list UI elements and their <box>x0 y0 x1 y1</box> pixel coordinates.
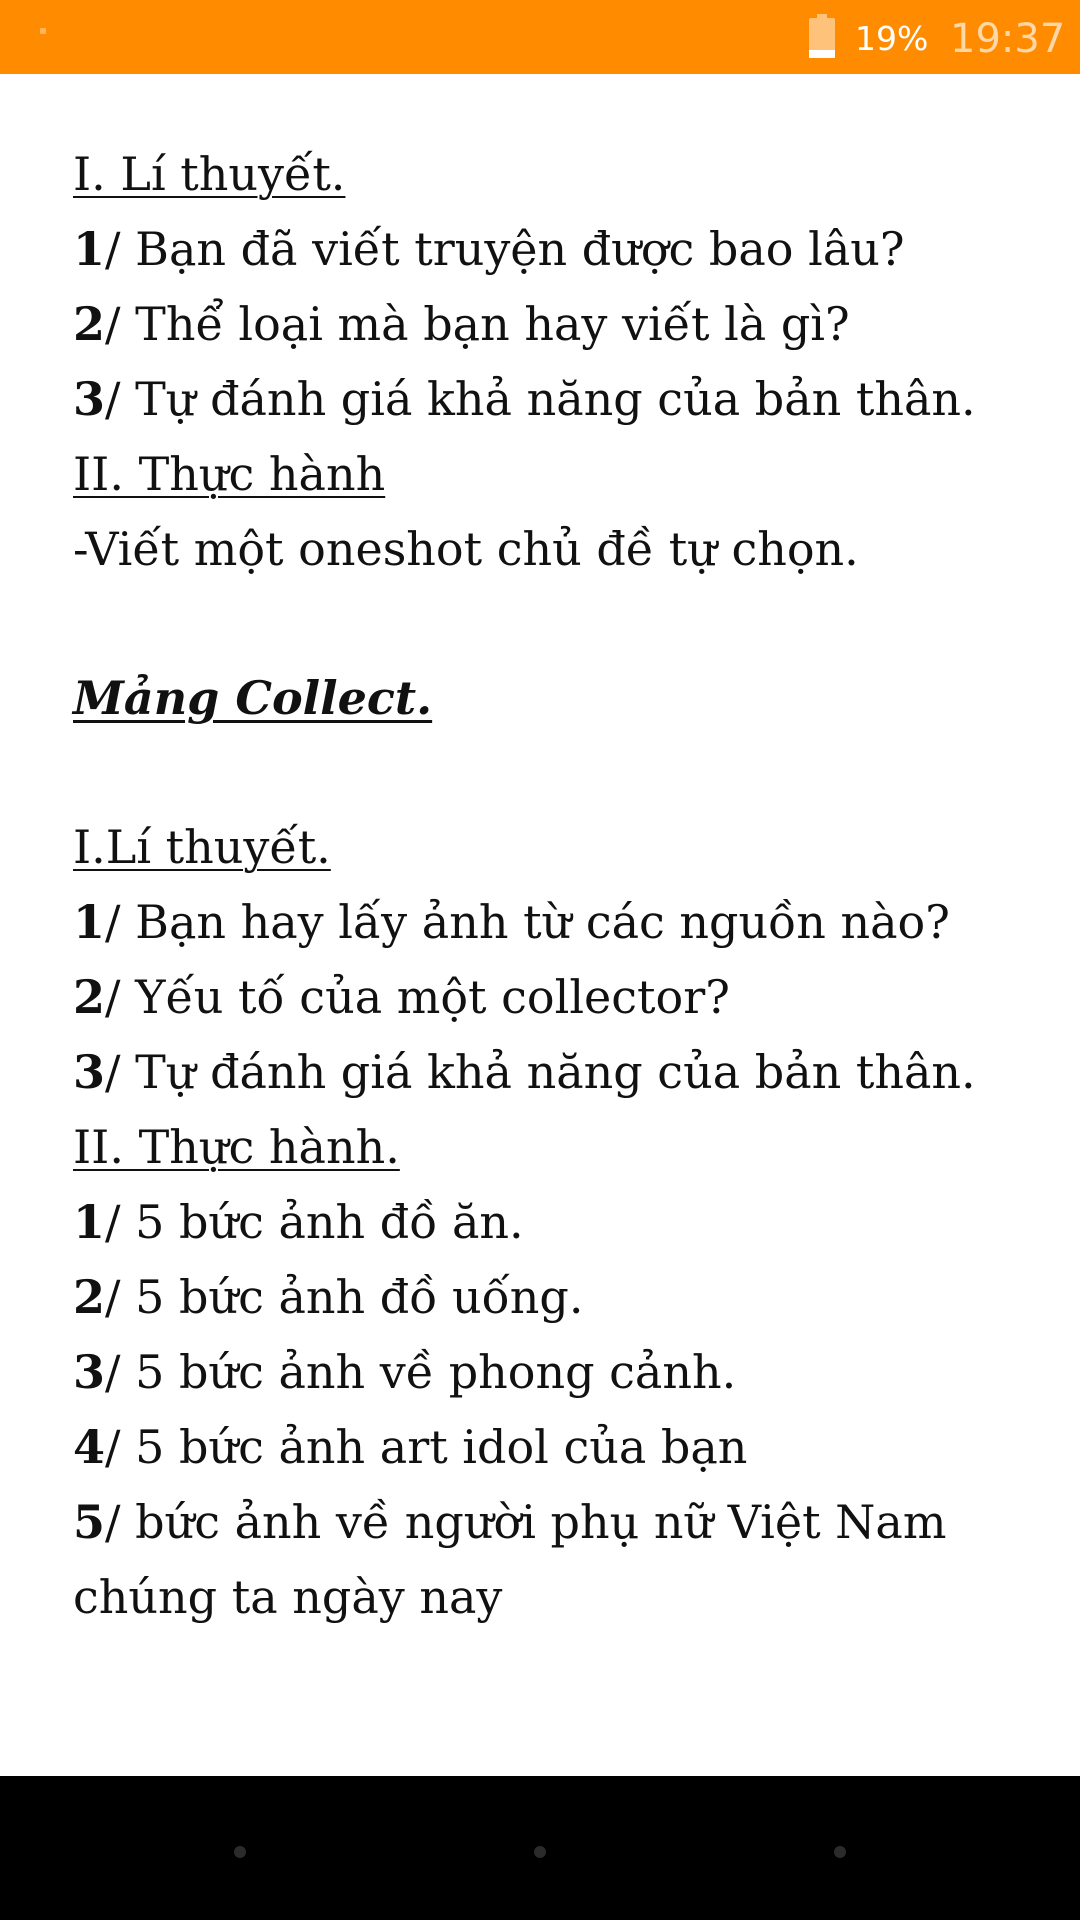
writer-theory-heading: I. Lí thuyết. <box>73 147 346 201</box>
writer-practice-heading: II. Thực hành <box>73 447 386 501</box>
spacer <box>73 736 1033 810</box>
writer-practice-text: -Viết một oneshot chủ đề tự chọn. <box>73 522 859 576</box>
collect-question: 1/ Bạn hay lấy ảnh từ các nguồn nào? <box>73 895 950 949</box>
navigation-bar <box>0 1776 1080 1920</box>
collect-question: 3/ Tự đánh giá khả năng của bản thân. <box>73 1045 976 1099</box>
spacer <box>73 63 1033 137</box>
collect-task-continuation: chúng ta ngày nay <box>73 1570 503 1624</box>
spacer <box>73 587 1033 661</box>
chapter-content <box>73 0 1033 1635</box>
collect-task: 5/ bức ảnh về người phụ nữ Việt Nam <box>73 1495 947 1549</box>
collect-task: 4/ 5 bức ảnh art idol của bạn <box>73 1420 748 1474</box>
collect-theory-heading: I.Lí thuyết. <box>73 820 331 874</box>
nav-recents-button[interactable] <box>834 1846 846 1858</box>
collect-practice-heading: II. Thực hành. <box>73 1120 400 1174</box>
nav-home-button[interactable] <box>534 1846 546 1858</box>
battery-icon <box>809 14 835 58</box>
nav-back-button[interactable] <box>234 1846 246 1858</box>
writer-question: 1/ Bạn đã viết truyện được bao lâu? <box>73 222 905 276</box>
collect-task: 1/ 5 bức ảnh đồ ăn. <box>73 1195 524 1249</box>
collect-question: 2/ Yếu tố của một collector? <box>73 970 730 1024</box>
battery-percentage: 19% <box>855 19 929 58</box>
collect-task: 3/ 5 bức ảnh về phong cảnh. <box>73 1345 737 1399</box>
section-heading-collect: Mảng Collect. <box>73 671 433 725</box>
writer-question: 2/ Thể loại mà bạn hay viết là gì? <box>73 297 850 351</box>
status-bar <box>0 0 1080 74</box>
collect-task: 2/ 5 bức ảnh đồ uống. <box>73 1270 584 1324</box>
clock: 19:37 <box>950 16 1066 62</box>
writer-question: 3/ Tự đánh giá khả năng của bản thân. <box>73 372 976 426</box>
notification-icon <box>40 28 46 34</box>
